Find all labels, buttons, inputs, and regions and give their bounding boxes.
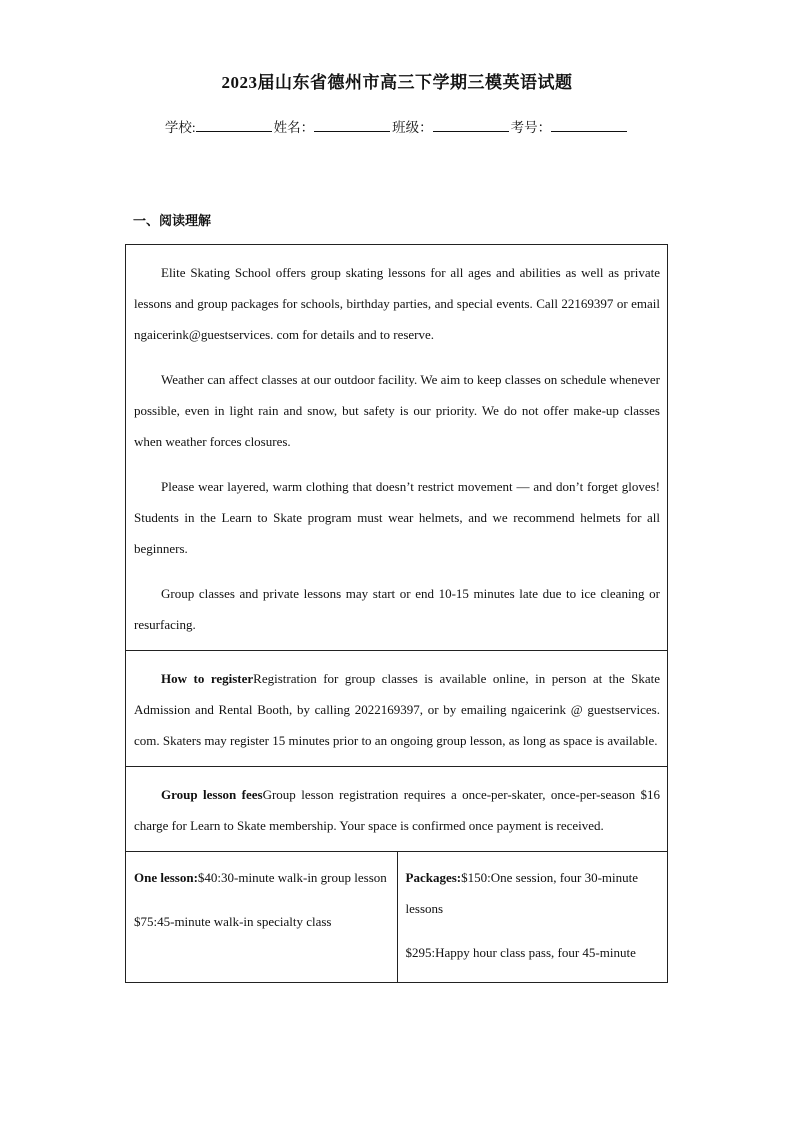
name-label: 姓名： [273,120,315,135]
school-label: 学校: [164,120,196,135]
packages-column [397,852,668,982]
school-field [165,116,274,136]
register-paragraph [134,663,660,756]
fees-cell [126,767,667,852]
register-text: Registration for group classes is available online, in person at the Skate Admission and Rental Booth, by calling 2022169397, or by emailing ngaicerink @ guestservices. com. Skaters may register 15 minutes prior to an ongoing group lesson, as long as space is available. [134,671,660,748]
packages-line-1 [406,862,661,924]
class-field [392,116,511,136]
class-label: 班级： [392,120,433,135]
fees-heading: Group lesson fees [161,787,263,802]
register-cell [126,651,667,767]
exam-title: 2023届山东省德州市高三下学期三模英语试题 [221,73,573,92]
passage-table [125,244,668,983]
packages-line-1-text: $150:One session, four 30-minute lessons [405,870,639,916]
one-lesson-line-1-text: $40:30-minute walk-in group lesson [197,870,387,885]
fees-paragraph [134,779,660,841]
one-lesson-column [126,852,397,982]
packages-line-2: $295:Happy hour class pass, four 45-minute [405,945,636,960]
exam-number-label: 考号： [510,120,552,135]
name-blank[interactable] [314,118,390,132]
student-info-line [0,116,794,136]
packages-heading: Packages: [405,870,462,885]
intro-paragraph-1: Elite Skating School offers group skating lessons for all ages and abilities as well as private lessons and group packages for schools, birthday parties, and special events. Call 22169397 or email ngaicerink@guestservices. com for details and to reserve. [134,265,660,342]
fees-text: Group lesson registration requires a once-per-skater, once-per-season $16 charge for Learn to Skate membership. Your space is confirmed once payment is received. [134,787,660,833]
intro-paragraph-4: Group classes and private lessons may start or end 10-15 minutes late due to ice cleaning or resurfacing. [134,586,660,632]
one-lesson-line-1 [134,862,390,893]
exam-number-blank[interactable] [551,118,627,132]
intro-paragraph-2: Weather can affect classes at our outdoor facility. We aim to keep classes on schedule whenever possible, even in light rain and snow, but safety is our priority. We do not offer make-up classes when weather forces closures. [134,372,660,449]
intro-cell [126,245,667,651]
intro-paragraph-3: Please wear layered, warm clothing that doesn’t restrict movement — and don’t forget gloves! Students in the Learn to Skate program must wear helmets, and we recommend helmets for all beginners. [134,479,660,556]
one-lesson-line-2: $75:45-minute walk-in specialty class [134,914,332,929]
register-heading: How to register [161,671,254,686]
name-field [274,116,393,136]
prices-row [126,852,667,982]
section-heading: 一、阅读理解 [133,213,212,228]
class-blank[interactable] [433,118,509,132]
exam-number-field [511,116,630,136]
school-blank[interactable] [196,118,272,132]
one-lesson-heading: One lesson: [134,870,198,885]
